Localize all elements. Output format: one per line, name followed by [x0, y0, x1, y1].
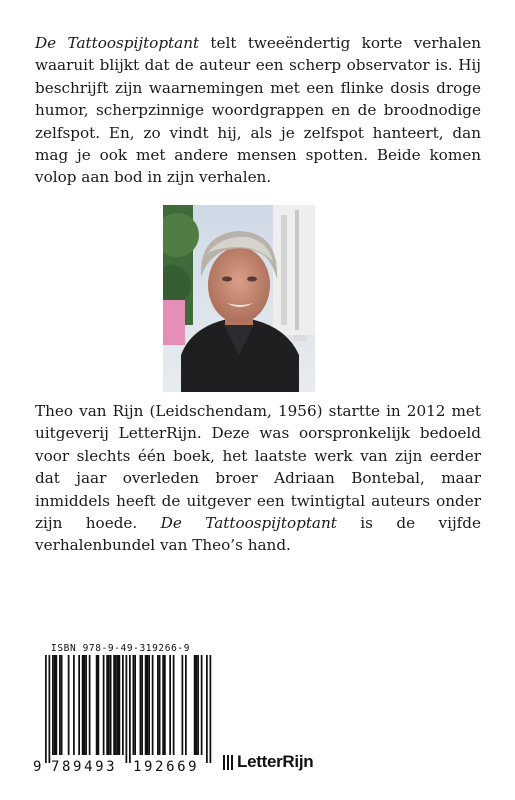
- barcode-bar: [119, 655, 121, 755]
- publisher-logo: [223, 751, 313, 773]
- barcode-bar: [126, 655, 128, 763]
- barcode-bar: [196, 655, 198, 755]
- barcode-bar: [82, 655, 84, 755]
- barcode-bar: [45, 655, 47, 763]
- barcode-bar: [197, 655, 199, 755]
- barcode-bar: [52, 655, 54, 755]
- bio-paragraph: [35, 400, 481, 557]
- author-photo: [163, 205, 315, 392]
- barcode-bar: [140, 655, 142, 755]
- barcode-bar: [173, 655, 175, 755]
- blurb-paragraph: [35, 32, 481, 189]
- barcode-bar: [152, 655, 154, 755]
- barcode-bar: [157, 655, 159, 755]
- isbn-barcode: [33, 643, 219, 777]
- barcode-bar: [169, 655, 171, 755]
- barcode-bar: [182, 655, 184, 755]
- barcode-bar: [73, 655, 75, 755]
- barcode-bar: [117, 655, 119, 755]
- barcode-bar: [84, 655, 86, 755]
- barcode-bar: [108, 655, 110, 755]
- barcode-bar: [113, 655, 115, 755]
- bio-tail: is de vijfde verhalenbundel van Theo’s hand.: [35, 514, 481, 555]
- barcode-bar: [85, 655, 87, 755]
- letterrijn-logo-icon: [223, 755, 235, 770]
- barcode-bar: [54, 655, 56, 755]
- barcode-bar: [78, 655, 80, 755]
- barcode-bar: [210, 655, 212, 763]
- barcode-bar: [134, 655, 136, 755]
- blurb-text: telt tweeëndertig korte verhalen waaruit blijkt dat de auteur een scherp observator is. Hij beschrijft zijn waarnemingen met een flinke dosis droge humor, scherpzinnige woordgrappen en de broodnodige zelfspot. En, zo vindt hij, als je zelfspot hanteert, dan mag je ook met andere mensen spotten. Beide komen volop aan bod in zijn verhalen.: [35, 34, 481, 187]
- barcode-bar: [164, 655, 166, 755]
- barcode-bar: [162, 655, 164, 755]
- barcode-first-digit: 9: [33, 759, 42, 775]
- bio-text: Theo van Rijn (Leidschendam, 1956) startte in 2012 met uitgeverij LetterRijn. Deze was oorspronkelijk bedoeld voor slechts één boek, het laatste werk van zijn eerder dat jaar overleden broer Adriaan Bontebal, maar inmiddels heeft de uitgever een twintigtal auteurs onder zijn hoede.: [35, 402, 481, 533]
- barcode-group-left: 789493: [51, 759, 118, 775]
- barcode-bar: [133, 655, 135, 755]
- barcode-bar: [59, 655, 61, 755]
- barcode-bars: [33, 655, 219, 763]
- barcode-bar: [185, 655, 187, 755]
- barcode-bar: [96, 655, 98, 755]
- book-title-bio: De Tattoospijtoptant: [160, 514, 337, 533]
- barcode-bar: [206, 655, 208, 763]
- barcode-bar: [110, 655, 112, 755]
- book-title: De Tattoospijtoptant: [35, 34, 200, 52]
- barcode-bar: [159, 655, 161, 755]
- barcode-bar: [145, 655, 147, 755]
- barcode-bar: [61, 655, 63, 755]
- barcode-bar: [89, 655, 91, 755]
- publisher-name: LetterRijn: [237, 752, 314, 771]
- barcode-bar: [98, 655, 100, 755]
- barcode-bar: [129, 655, 131, 763]
- barcode-bar: [49, 655, 51, 763]
- barcode-bar: [56, 655, 58, 755]
- barcode-bar: [103, 655, 105, 755]
- barcode-bar: [147, 655, 149, 755]
- barcode-bar: [106, 655, 108, 755]
- barcode-bar: [141, 655, 143, 755]
- barcode-bar: [201, 655, 203, 755]
- barcode-bar: [68, 655, 70, 755]
- isbn-label: ISBN 978-9-49-319266-9: [51, 643, 191, 654]
- barcode-bar: [194, 655, 196, 755]
- barcode-bar: [122, 655, 124, 755]
- barcode-group-right: 192669: [133, 759, 200, 775]
- barcode-bar: [115, 655, 117, 755]
- barcode-bar: [148, 655, 150, 755]
